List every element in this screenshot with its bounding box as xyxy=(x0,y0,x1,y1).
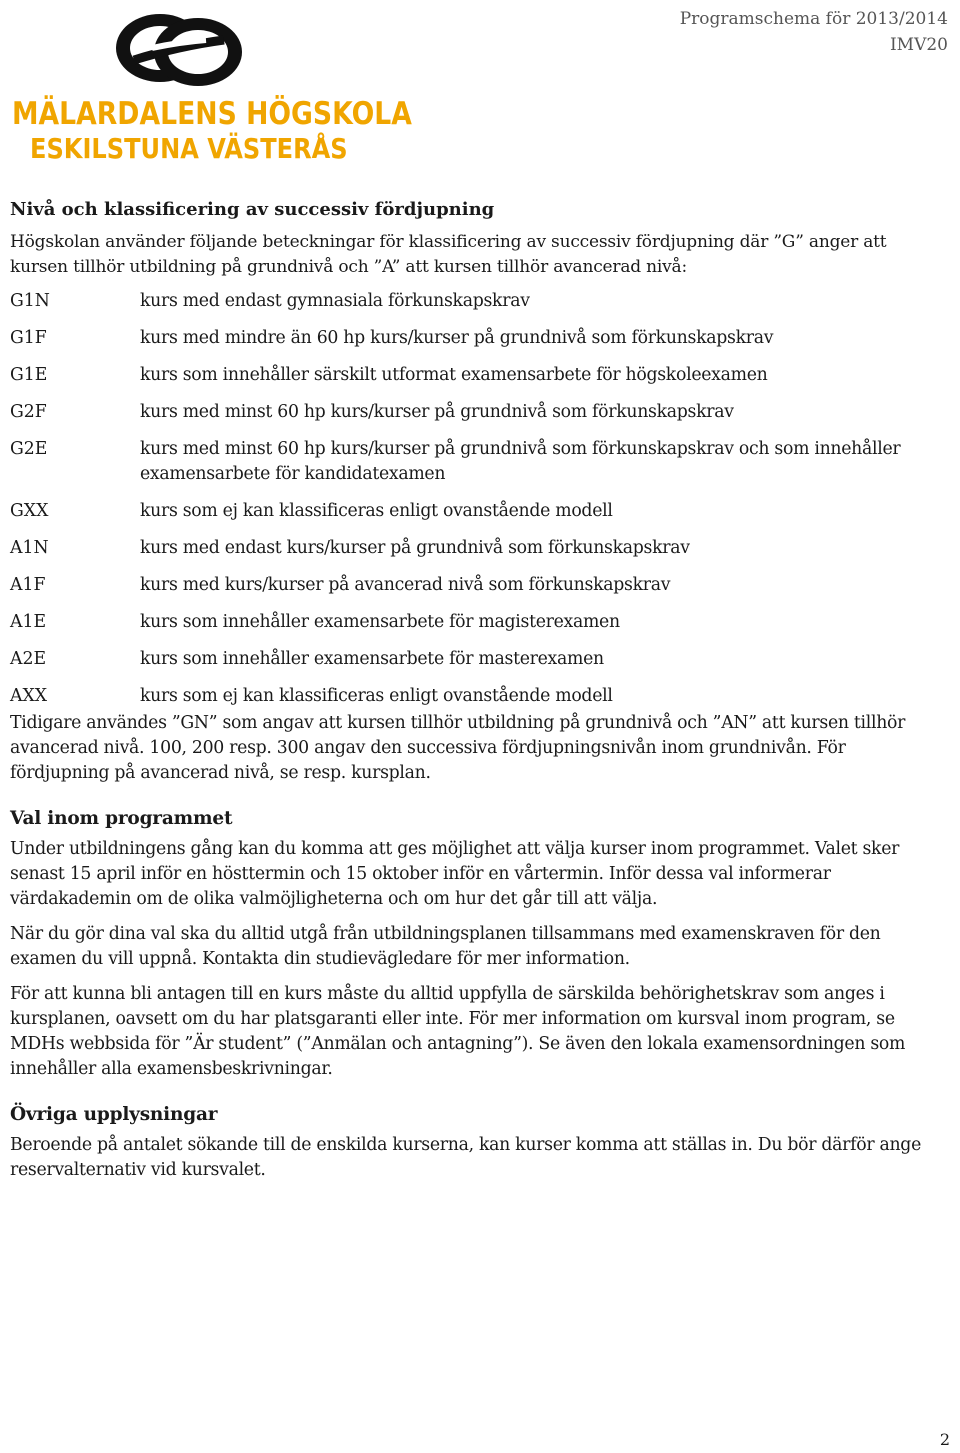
level-row xyxy=(10,326,945,363)
classification-note: Tidigare användes ”GN” som angav att kursen tillhör utbildning på grundnivå och ”AN” att kursen tillhör avancerad nivå. 100, 200 resp. 300 angav den successiva fördjupningsnivån inom grundnivån. För fördjupning på avancerad nivå, se resp. kursplan. xyxy=(10,713,906,783)
document-code: IMV20 xyxy=(889,35,948,55)
level-table xyxy=(10,289,945,721)
level-code: G1F xyxy=(10,328,47,348)
level-row xyxy=(10,289,945,326)
level-code: G1E xyxy=(10,365,48,385)
level-row xyxy=(10,647,945,684)
main-content xyxy=(10,198,945,1183)
level-row xyxy=(10,400,945,437)
level-row xyxy=(10,499,945,536)
logo-text-line2: ESKILSTUNA VÄSTERÅS xyxy=(30,132,348,165)
level-description: kurs som innehåller särskilt utformat examensarbete för högskoleexamen xyxy=(140,365,768,385)
level-description: kurs som innehåller examensarbete för magisterexamen xyxy=(140,612,620,632)
logo-text-line1: MÄLARDALENS HÖGSKOLA xyxy=(12,96,412,132)
level-code: GXX xyxy=(10,501,49,521)
classification-intro: Högskolan använder följande beteckningar för klassificering av successiv fördjupning där ”G” anger att kursen tillhör utbildning på grundnivå och ”A” att kursen tillhör avancerad nivå: xyxy=(10,232,887,277)
document-title: Programschema för 2013/2014 xyxy=(679,9,948,29)
section-heading-classification: Nivå och klassificering av successiv fördjupning xyxy=(10,199,495,220)
level-code: A2E xyxy=(10,649,47,669)
level-code: A1E xyxy=(10,612,47,632)
level-code: G1N xyxy=(10,291,50,311)
level-code: AXX xyxy=(10,686,48,706)
section-heading-other-info: Övriga upplysningar xyxy=(10,1104,218,1125)
level-code: A1F xyxy=(10,575,46,595)
level-row xyxy=(10,363,945,400)
electives-paragraph-1: Under utbildningens gång kan du komma att ges möjlighet att välja kurser inom programmet. Valet sker senast 15 april inför en hösttermin och 15 oktober inför en vårtermin. Inför dessa val informerar värdakademin om de olika valmöjligheterna och om hur det går till att välja. xyxy=(10,839,900,909)
level-code: G2E xyxy=(10,439,48,459)
university-emblem-icon xyxy=(94,4,254,94)
university-logo xyxy=(6,4,412,165)
other-info-paragraph: Beroende på antalet sökande till de enskilda kurserna, kan kurser komma att ställas in. Du bör därför ange reservalternativ vid kursvalet. xyxy=(10,1135,921,1180)
section-heading-electives: Val inom programmet xyxy=(10,808,233,829)
electives-paragraph-2: När du gör dina val ska du alltid utgå från utbildningsplanen tillsammans med examenskraven för den examen du vill uppnå. Kontakta din studievägledare för mer information. xyxy=(10,924,881,969)
level-description: kurs med endast gymnasiala förkunskapskrav xyxy=(140,291,530,311)
level-row xyxy=(10,437,945,499)
page-number: 2 xyxy=(939,1430,950,1449)
level-code: A1N xyxy=(10,538,49,558)
level-row xyxy=(10,610,945,647)
level-description: kurs med minst 60 hp kurs/kurser på grundnivå som förkunskapskrav och som innehåller examensarbete för kandidatexamen xyxy=(140,439,901,484)
level-row xyxy=(10,573,945,610)
level-code: G2F xyxy=(10,402,47,422)
level-description: kurs som ej kan klassificeras enligt ovanstående modell xyxy=(140,501,613,521)
level-description: kurs med kurs/kurser på avancerad nivå som förkunskapskrav xyxy=(140,575,671,595)
level-description: kurs som innehåller examensarbete för masterexamen xyxy=(140,649,604,669)
level-description: kurs med endast kurs/kurser på grundnivå som förkunskapskrav xyxy=(140,538,690,558)
level-row xyxy=(10,536,945,573)
electives-paragraph-3: För att kunna bli antagen till en kurs måste du alltid uppfylla de särskilda behörighetskrav som anges i kursplanen, oavsett om du har platsgaranti eller inte. För mer information om kursval inom program, se MDHs webbsida för ”Är student” (”Anmälan och antagning”). Se även den lokala examensordningen som innehåller alla examensbeskrivningar. xyxy=(10,984,906,1079)
level-description: kurs med minst 60 hp kurs/kurser på grundnivå som förkunskapskrav xyxy=(140,402,734,422)
document-header xyxy=(680,6,948,58)
level-description: kurs med mindre än 60 hp kurs/kurser på grundnivå som förkunskapskrav xyxy=(140,328,774,348)
level-description: kurs som ej kan klassificeras enligt ovanstående modell xyxy=(140,686,613,706)
